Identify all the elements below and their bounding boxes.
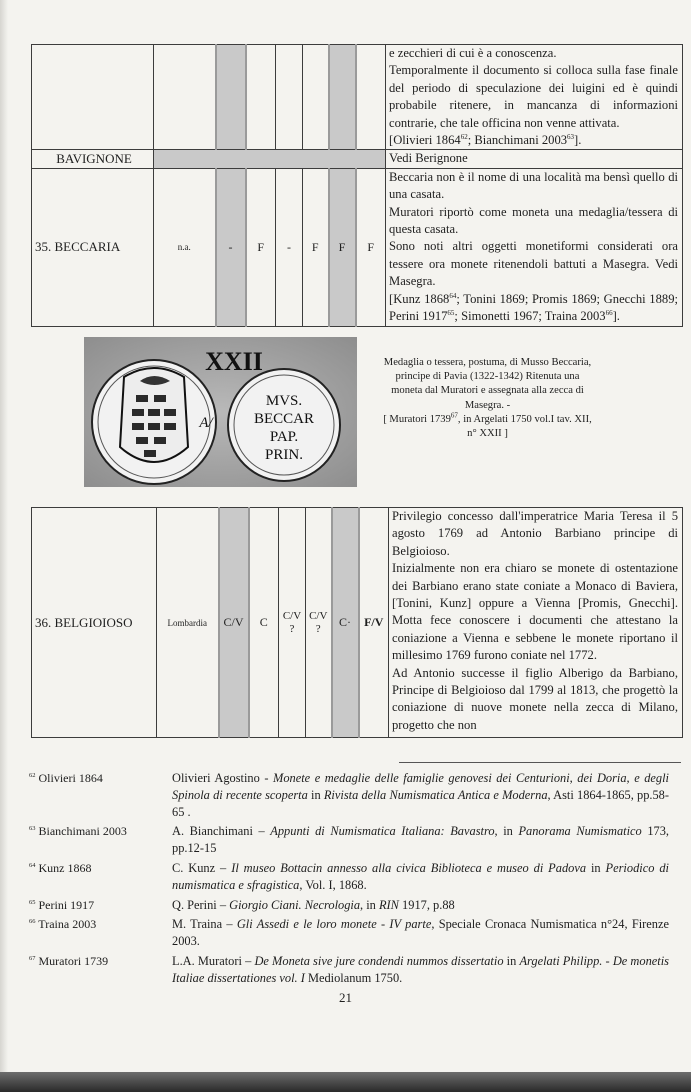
footnote-key-text: Perini 1917 bbox=[38, 897, 95, 912]
table-row bbox=[32, 150, 683, 168]
footnote-key bbox=[29, 897, 172, 914]
footnote-title: Il museo Bottacin annesso alla civica Biblioteca e museo di Padova bbox=[231, 860, 587, 875]
footnote-journal: Periodico di numismatica e sfragistica bbox=[172, 860, 669, 892]
desc-text: Beccaria non è il nome di una località ma bensì quello di una casata. bbox=[389, 169, 678, 202]
caption-text: , in Argelati 1750 vol.I tav. XII, n° XXII ] bbox=[457, 413, 592, 440]
footnote-item bbox=[29, 823, 669, 857]
footnote-journal: RIN bbox=[378, 897, 399, 912]
footnote-text bbox=[172, 916, 669, 950]
footnote-mark: 67 bbox=[29, 954, 36, 962]
footnote-text bbox=[172, 860, 669, 894]
footnote-journal: Argelati Philipp. - De monetis Italiae dissertationes vol. I bbox=[172, 953, 669, 985]
description-cell: Vedi Berignone bbox=[386, 150, 683, 168]
desc-text: Sono noti altri oggetti monetiformi considerati ora tessere ora monete ritenendoli battuti a Masegra. Vedi Masegra. bbox=[389, 239, 678, 289]
footnote-connector: , Speciale Cronaca Numismatica n°24, Firenze 2003. bbox=[172, 917, 669, 949]
mint-name: BAVIGNONE bbox=[32, 150, 154, 168]
empty-cell bbox=[154, 45, 216, 150]
footnote-mark: 63 bbox=[567, 132, 575, 141]
footnote-author: A. Bianchimani – bbox=[172, 824, 271, 839]
footnote-key bbox=[29, 916, 172, 950]
coin-photograph bbox=[84, 337, 357, 487]
rarity-cell: F bbox=[246, 168, 276, 326]
footnotes bbox=[29, 770, 669, 990]
rarity-cell: C/V ? bbox=[279, 508, 306, 738]
empty-cell bbox=[246, 45, 276, 150]
region-cell: Lombardia bbox=[157, 508, 219, 738]
page-edge-shadow bbox=[0, 0, 8, 1072]
empty-cell bbox=[356, 45, 386, 150]
footnote-key-text: Kunz 1868 bbox=[38, 860, 92, 875]
footnote-title: Gli Assedi e le loro monete - IV parte bbox=[236, 917, 432, 932]
footnote-tail: 1917, p.88 bbox=[398, 897, 455, 912]
ref-text: [Olivieri 1864 bbox=[389, 133, 461, 148]
footnote-connector: in bbox=[586, 860, 606, 875]
footnote-mark: 62 bbox=[29, 772, 36, 779]
mint-name: 35. BECCARIA bbox=[32, 168, 154, 326]
footnote-title: Giorgio Ciani. Necrologia bbox=[229, 897, 361, 912]
scan-bottom-edge bbox=[0, 1072, 691, 1092]
ref-text: ; Bianchimani 2003 bbox=[467, 133, 568, 148]
footnote-title: Appunti di Numismatica Italiana: Bavastro bbox=[270, 824, 495, 839]
rarity-cell: C bbox=[249, 508, 279, 738]
coin-legend-line: PRIN. bbox=[265, 447, 303, 463]
empty-cell bbox=[303, 45, 329, 150]
footnote-journal: Rivista della Numismatica Antica e Moderna bbox=[323, 787, 548, 802]
footnote-text bbox=[172, 823, 669, 857]
footnote-divider bbox=[399, 762, 681, 763]
rarity-cell: F/V bbox=[359, 508, 389, 738]
footnote-key-text: Olivieri 1864 bbox=[38, 771, 103, 785]
footnote-author: L.A. Muratori – bbox=[172, 953, 255, 968]
footnote-author: M. Traina – bbox=[172, 917, 237, 932]
page-number: 21 bbox=[339, 990, 352, 1005]
description-cell bbox=[389, 508, 683, 738]
empty-cell bbox=[216, 45, 246, 150]
footnote-mark: 65 bbox=[29, 898, 36, 906]
table-row bbox=[32, 168, 683, 326]
coin-obverse bbox=[92, 360, 216, 484]
footnote-tail: Mediolanum 1750. bbox=[304, 970, 403, 985]
footnote-mark: 64 bbox=[449, 291, 457, 300]
footnote-item bbox=[29, 770, 669, 820]
empty-cell bbox=[154, 150, 386, 168]
footnote-mark: 63 bbox=[29, 825, 36, 833]
footnote-key bbox=[29, 860, 172, 894]
ref-text: ; Tonini 1869; Promis 1869; Gnecchi 1889; Perini 1917 bbox=[389, 291, 678, 324]
footnote-mark: 67 bbox=[450, 411, 458, 420]
footnote-key-text: Bianchimani 2003 bbox=[38, 824, 127, 839]
coin-legend-line: BECCAR bbox=[253, 411, 315, 427]
desc-text: e zecchieri di cui è a conoscenza. bbox=[389, 46, 557, 60]
footnote-item bbox=[29, 897, 669, 914]
rarity-cell: F bbox=[329, 168, 356, 326]
ref-text: [Kunz 1868 bbox=[389, 291, 450, 306]
description-cell bbox=[386, 45, 683, 150]
footnote-text bbox=[172, 897, 669, 914]
coin-caption bbox=[380, 356, 595, 441]
desc-text: Privilegio concesso dall'imperatrice Maria Teresa il 5 agosto 1769 ad Antonio Barbiano principe di Belgioioso. bbox=[392, 509, 678, 558]
footnote-text bbox=[172, 953, 669, 987]
footnote-key bbox=[29, 953, 172, 987]
ref-text: ; Simonetti 1967; Traina 2003 bbox=[454, 309, 606, 324]
rarity-cell: C/V ? bbox=[306, 508, 332, 738]
footnote-tail: , Asti 1864-1865, pp.58-65 . bbox=[172, 787, 670, 819]
coin-reverse bbox=[228, 369, 340, 481]
desc-text: Temporalmente il documento si colloca sulla fase finale del periodo di speculazione dei luigini ed è quindi probabile ritenere, in mancanza di informazioni contrarie, che tale officina non venne attivata. bbox=[389, 63, 678, 130]
footnote-tail: , Vol. I, 1868. bbox=[299, 877, 367, 892]
description-cell bbox=[386, 168, 683, 326]
footnote-mark: 64 bbox=[29, 861, 36, 869]
caption-text: [ Muratori 1739 bbox=[383, 413, 451, 425]
footnote-item bbox=[29, 953, 669, 987]
footnote-connector: in bbox=[307, 787, 324, 802]
footnote-mark: 62 bbox=[460, 132, 468, 141]
desc-text: Inizialmente non era chiaro se monete di ostentazione dei Barbiano erano state coniate a Monaco di Baviera, [Tonini, Kunz] oppure a Vienna [Promis, Gnecchi]. Motta fece conoscere i documenti che attestano la coniazione a Vienna e sebbene le monete riportano il millesimo 1769 furono coniate nel 1772. bbox=[392, 561, 678, 663]
ref-text: ]. bbox=[612, 309, 620, 324]
footnote-item bbox=[29, 916, 669, 950]
plate-mark: A/ bbox=[199, 415, 213, 431]
mint-register-table-top bbox=[31, 44, 683, 327]
rarity-cell: - bbox=[216, 168, 246, 326]
reference-list bbox=[389, 291, 678, 326]
footnote-connector: in bbox=[503, 953, 520, 968]
plate-number: XXII bbox=[205, 347, 263, 376]
rarity-cell: C/V bbox=[219, 508, 249, 738]
footnote-key-text: Muratori 1739 bbox=[38, 953, 109, 968]
footnote-title: De Moneta sive jure condendi nummos dissertatio bbox=[254, 953, 504, 968]
footnote-mark: 65 bbox=[447, 308, 455, 317]
footnote-mark: 66 bbox=[605, 308, 613, 317]
coin-legend-line: MVS. bbox=[265, 393, 303, 409]
table-row bbox=[32, 508, 683, 738]
region-cell: n.a. bbox=[154, 168, 216, 326]
footnote-author: Olivieri Agostino - bbox=[172, 771, 274, 785]
empty-cell bbox=[276, 45, 303, 150]
reference-list bbox=[389, 132, 678, 149]
footnote-journal: Panorama Numismatico bbox=[518, 824, 642, 839]
empty-cell bbox=[329, 45, 356, 150]
rarity-cell: F bbox=[303, 168, 329, 326]
footnote-mark: 66 bbox=[29, 918, 36, 926]
caption-text: Medaglia o tessera, postuma, di Musso Beccaria, principe di Pavia (1322-1342) Ritenuta una moneta dal Muratori e assegnata alla zecca di Masegra. - bbox=[383, 357, 592, 411]
desc-text: Ad Antonio successe il figlio Alberigo da Barbiano, Principe di Belgioioso dal 1799 al 1813, che progettò la coniazione di nuove monete nella zecca di Milano, progetto che non bbox=[392, 665, 678, 732]
rarity-cell: C· bbox=[332, 508, 359, 738]
footnote-author: C. Kunz – bbox=[172, 860, 232, 875]
footnote-text bbox=[172, 770, 669, 820]
table-row bbox=[32, 45, 683, 150]
ref-text: ]. bbox=[574, 133, 582, 148]
footnote-tail: 173, pp.12-15 bbox=[172, 824, 669, 856]
footnote-key-text: Traina 2003 bbox=[38, 917, 97, 932]
footnote-title: Monete e medaglie delle famiglie genovesi dei Centurioni, dei Doria, e degli Spinola di recente scoperta bbox=[172, 771, 669, 802]
footnote-key bbox=[29, 823, 172, 857]
footnote-author: Q. Perini – bbox=[172, 897, 230, 912]
empty-cell bbox=[32, 45, 154, 150]
footnote-item bbox=[29, 860, 669, 894]
rarity-cell: - bbox=[276, 168, 303, 326]
rarity-cell: F bbox=[356, 168, 386, 326]
mint-register-table-bottom bbox=[31, 507, 683, 738]
mint-name: 36. BELGIOIOSO bbox=[32, 508, 157, 738]
footnote-key bbox=[29, 770, 172, 820]
footnote-connector: , in bbox=[494, 824, 519, 839]
footnote-connector: , in bbox=[360, 897, 379, 912]
coin-legend-line: PAP. bbox=[269, 429, 299, 445]
desc-text: Muratori riportò come moneta una medaglia/tessera di questa casata. bbox=[389, 204, 678, 237]
